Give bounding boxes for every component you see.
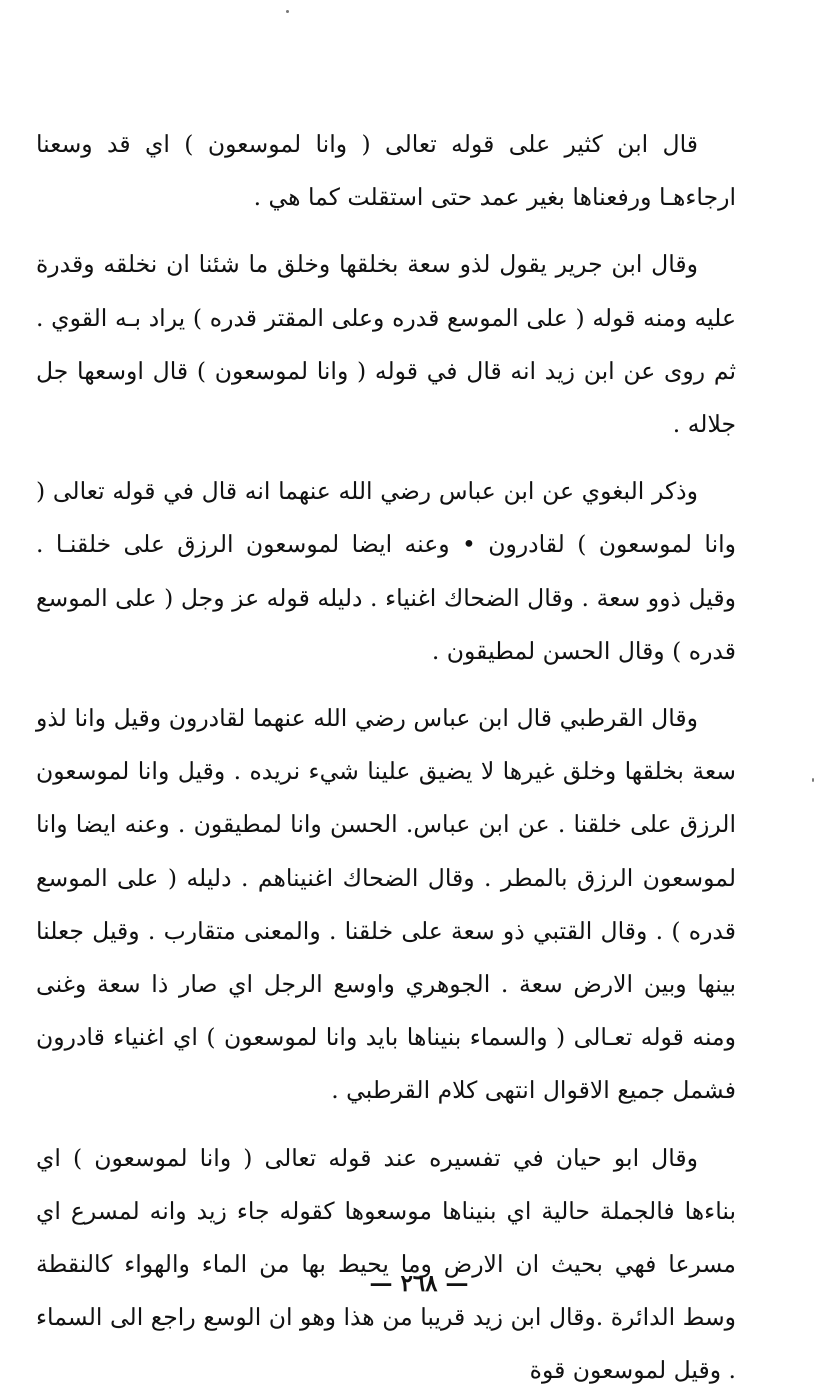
paragraph-ibn-jarir: وقال ابن جرير يقول لذو سعة بخلقها وخلق ما شئنا ان نخلقه وقدرة عليه ومنه قوله ( على الموسع قدره وعلى المقتر قدره ) يراد بـه القوي . ثم روى عن ابن زيد انه قال في قوله ( وانا لموسعون ) قال اوسعها جل جلاله . bbox=[36, 250, 736, 439]
paragraph-abu-hayyan: وقال ابو حيان في تفسيره عند قوله تعالى ( وانا لموسعون ) اي بناءها فالجملة حالية اي بنيناها موسعوها كقوله جاء زيد وانه لمسرع اي مسرعا فهي بحيث ان الارض وما يحيط بها من الماء والهواء كالنقطة وسط الدائرة .وقال ابن زيد قريبا من هذا وهو ان الوسع راجع الى السماء . وقيل لموسعون قوة bbox=[36, 1143, 736, 1385]
scan-speck bbox=[286, 10, 289, 13]
paragraph-baghawi: وذكر البغوي عن ابن عباس رضي الله عنهما انه قال في قوله تعالى ( وانا لموسعون ) لقادرون • وعنه ايضا لموسعون الرزق على خلقنـا . وقيل ذوو سعة . وقال الضحاك اغنياء . دليله قوله عز وجل ( على الموسع قدره ) وقال الحسن لمطيقون . bbox=[36, 477, 736, 665]
page-number: — ٢٦٨ — bbox=[369, 1270, 469, 1297]
paragraph-qurtubi: وقال القرطبي قال ابن عباس رضي الله عنهما لقادرون وقيل وانا لذو سعة بخلقها وخلق غيرها لا يضيق علينا شيء نريده . وقيل وانا لموسعون الرزق على خلقنا . عن ابن عباس. الحسن وانا لمطيقون . وعنه ايضا وانا لموسعون الرزق بالمطر . وقال الضحاك اغنيناهم . دليله ( على الموسع قدره ) . وقال القتبي ذو سعة على خلقنا . والمعنى متقارب . وقيل جعلنا بينها وبين الارض سعة . الجوهري واوسع الرجل اي صار ذا سعة وغنى ومنه قوله تعـالى ( والسماء بنيناها بايد وانا لموسعون ) اي اغنياء قادرون فشمل جميع الاقوال انتهى كلام القرطبي . bbox=[36, 704, 736, 1105]
scan-speck bbox=[812, 778, 814, 782]
paragraph-ibn-kathir: قال ابن كثير على قوله تعالى ( وانا لموسعون ) اي قد وسعنا ارجاءهـا ورفعناها بغير عمد حتى استقلت كما هي . bbox=[36, 130, 736, 212]
body-text bbox=[36, 118, 736, 1398]
